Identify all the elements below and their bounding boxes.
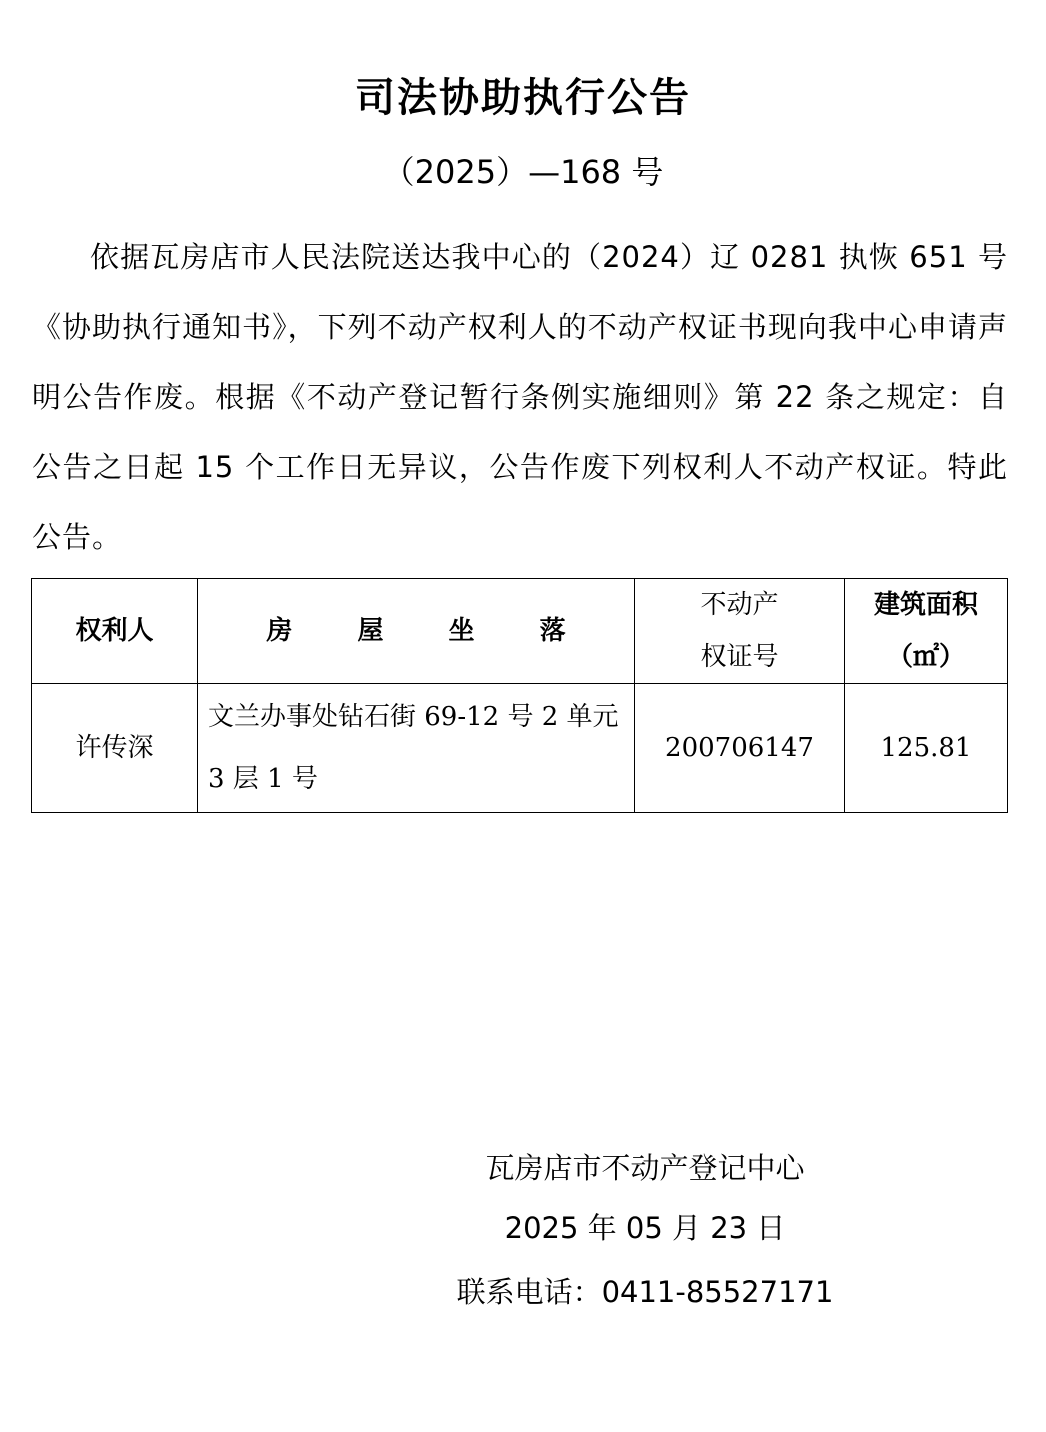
header-location [198,579,635,684]
header-area-line1: 建筑面积 [873,590,978,620]
notice-title: 司法协助执行公告 [355,75,691,121]
cell-location: 文兰办事处钻石街 69-12 号 2 单元 3 层 1 号 [198,684,635,813]
property-table [31,578,1008,813]
table-header-row [32,579,1008,684]
header-cert-number [635,579,845,684]
header-area [845,579,1008,684]
header-cert-line1: 不动产 [700,590,779,620]
cell-owner: 许传深 [32,684,198,813]
footer-date: 2025 年 05 月 23 日 [504,1211,786,1245]
footer-phone: 联系电话：0411-85527171 [456,1275,834,1309]
header-cert-line2: 权证号 [700,642,779,672]
footer-organization: 瓦房店市不动产登记中心 [485,1151,805,1185]
notice-body: 依据瓦房店市人民法院送达我中心的（2024）辽 0281 执恢 651 号《协助执行通知书》，下列不动产权利人的不动产权证书现向我中心申请声明公告作废。根据《不动产登记暂行条例实施细则》第 22 条之规定：自公告之日起 15 个工作日无异议，公告作废下列权利人不动产权证。特此公告。 [32,240,1008,554]
table-row [32,684,1008,813]
header-owner: 权利人 [32,579,198,684]
cell-cert-number: 200706147 [635,684,845,813]
cell-area: 125.81 [845,684,1008,813]
header-location-label: 房 屋 坐 落 [266,616,594,646]
notice-number: （2025）—168 号 [382,153,664,191]
header-area-line2: （㎡） [886,642,965,672]
